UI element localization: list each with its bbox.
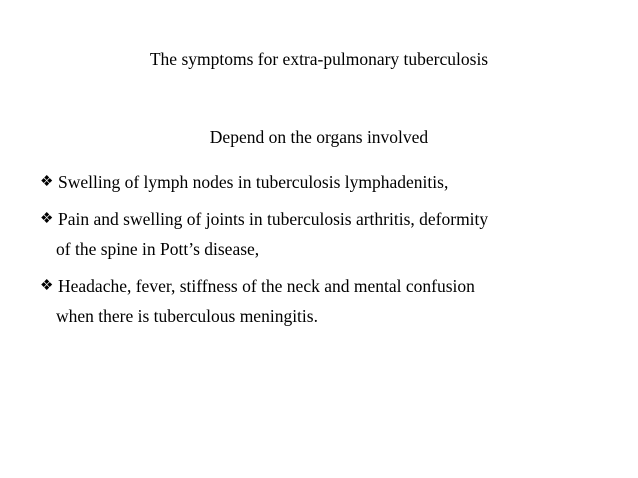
four-diamond-bullet-icon: ❖: [40, 278, 54, 294]
four-diamond-bullet-icon: ❖: [40, 174, 54, 190]
bullet-item-lymph-nodes: [40, 167, 610, 197]
slide-subtitle: Depend on the organs involved: [209, 127, 429, 147]
bullet-item-joints: [40, 204, 610, 264]
bullet-text-continuation: when there is tuberculous meningitis.: [56, 306, 318, 326]
bullet-text: Swelling of lymph nodes in tuberculosis lymphadenitis,: [58, 172, 449, 192]
bullet-list: [40, 167, 610, 338]
bullet-text-continuation: of the spine in Pott’s disease,: [56, 239, 260, 259]
bullet-item-meningitis: [40, 271, 610, 331]
bullet-text: Headache, fever, stiffness of the neck and mental confusion: [58, 276, 475, 296]
four-diamond-bullet-icon: ❖: [40, 211, 54, 227]
slide-title: The symptoms for extra-pulmonary tuberculosis: [149, 49, 489, 69]
bullet-text: Pain and swelling of joints in tuberculosis arthritis, deformity: [58, 209, 489, 229]
